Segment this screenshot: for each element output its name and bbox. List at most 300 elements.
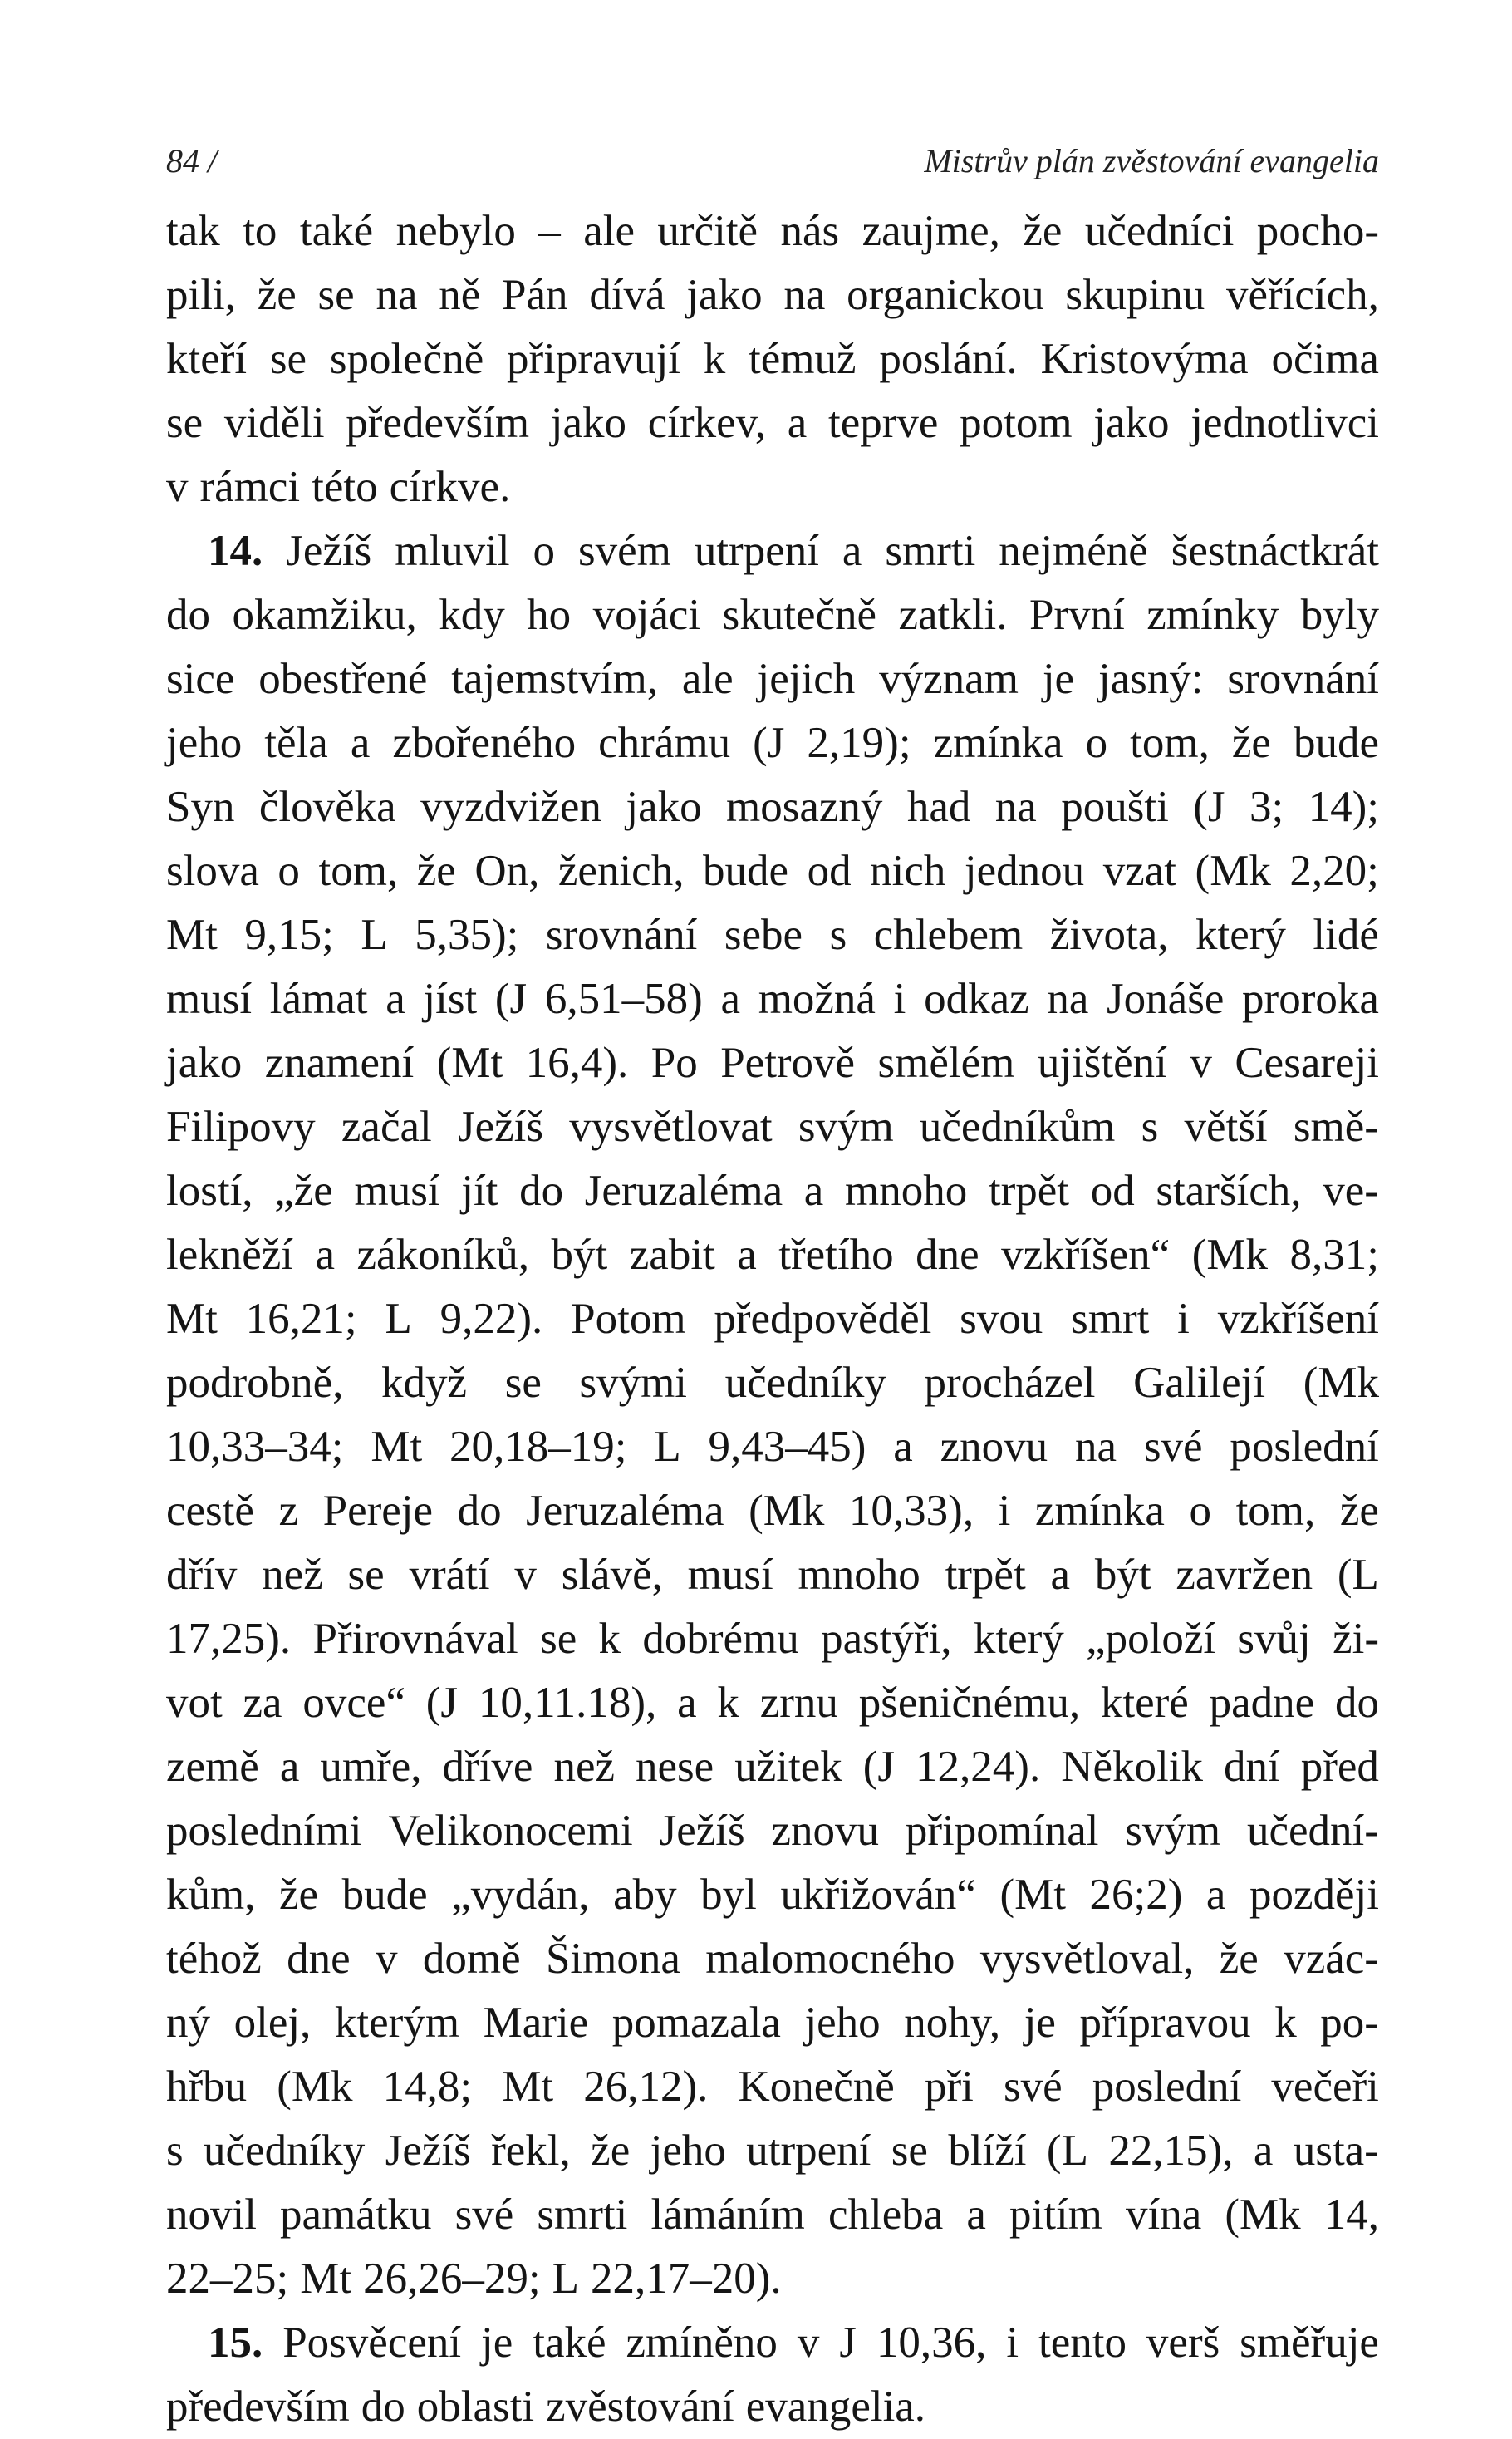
word: společně	[329, 335, 484, 383]
word: že	[1219, 1935, 1259, 1983]
word: ženich,	[557, 847, 685, 895]
word: olej,	[233, 1999, 312, 2047]
word: kterým	[334, 1999, 460, 2047]
word: Ježíš	[385, 2127, 471, 2175]
word: k	[703, 335, 726, 383]
text-line	[166, 1415, 1379, 1479]
word: Mt	[300, 2255, 352, 2303]
text-line	[166, 199, 1379, 263]
word: i	[893, 975, 906, 1023]
word: Ježíš	[659, 1807, 745, 1855]
word: novil	[166, 2191, 257, 2239]
word: Konečně	[738, 2063, 895, 2111]
word: také	[533, 2319, 606, 2367]
note-number: 15.	[208, 2319, 263, 2367]
text-line	[166, 2055, 1379, 2119]
word: na	[783, 271, 826, 319]
word: této	[312, 463, 378, 511]
word: aby	[613, 1871, 677, 1919]
word: na	[1074, 1423, 1117, 1471]
word: ži-	[1333, 1615, 1379, 1663]
word: 20,18–19;	[449, 1423, 627, 1471]
word: učedníky	[724, 1359, 886, 1407]
word: země	[166, 1743, 259, 1791]
word: had	[906, 783, 971, 831]
word: (Mk	[1303, 1359, 1379, 1407]
word: znovu	[940, 1423, 1048, 1471]
text-line	[166, 1671, 1379, 1735]
word: 10,33),	[848, 1487, 974, 1535]
word: když	[381, 1359, 468, 1407]
word: začal	[341, 1103, 432, 1151]
word: viděli	[223, 399, 325, 447]
word: 9,43–45)	[708, 1423, 866, 1471]
word: jako	[626, 783, 702, 831]
word: být	[551, 1231, 608, 1279]
word: 5,35);	[415, 911, 519, 959]
word: že	[1231, 719, 1271, 767]
word: byl	[700, 1871, 757, 1919]
word: že	[1023, 207, 1063, 255]
word: (J	[862, 1743, 896, 1791]
text-line	[166, 583, 1379, 647]
word: Mt	[371, 1423, 423, 1471]
word: jako	[166, 1039, 243, 1087]
word: očima	[1271, 335, 1379, 383]
word: že	[279, 1871, 319, 1919]
word: 22,17–20).	[590, 2255, 782, 2303]
word: domě	[422, 1935, 521, 1983]
word: než	[553, 1743, 616, 1791]
word: vína	[1126, 2191, 1202, 2239]
word: První	[1028, 591, 1125, 639]
word: ale	[583, 207, 635, 255]
word: 10,11.18),	[478, 1679, 657, 1727]
word: proroka	[1242, 975, 1379, 1023]
word: připomínal	[905, 1807, 1099, 1855]
word: pili,	[166, 271, 236, 319]
word: vzkříšení	[1217, 1295, 1379, 1343]
word: s	[1141, 1103, 1159, 1151]
word: znovu	[771, 1807, 880, 1855]
word: že	[591, 2127, 631, 2175]
word: (Mk	[1191, 1231, 1268, 1279]
text-line	[166, 2119, 1379, 2183]
word: smrt	[1071, 1295, 1150, 1343]
word: srovnání	[1227, 655, 1379, 703]
word: na	[1047, 975, 1089, 1023]
word: Syn	[166, 783, 235, 831]
word: lidé	[1313, 911, 1379, 959]
word: se	[504, 1359, 542, 1407]
word: do	[166, 591, 210, 639]
word: zmínka	[933, 719, 1063, 767]
text-line	[166, 263, 1379, 327]
word: rámci	[199, 463, 301, 511]
word: se	[891, 2127, 928, 2175]
word: byly	[1300, 591, 1379, 639]
word: dní	[1223, 1743, 1280, 1791]
word: nás	[780, 207, 840, 255]
word: poslední	[1230, 1423, 1379, 1471]
word: od	[807, 847, 852, 895]
word: Kristovýma	[1040, 335, 1249, 383]
word: tom,	[1130, 719, 1210, 767]
text-line	[166, 2247, 1379, 2311]
word: s	[829, 911, 847, 959]
word: J	[839, 2319, 857, 2367]
word: mnoho	[845, 1167, 968, 1215]
word: vzkříšen“	[1001, 1231, 1171, 1279]
word: L	[654, 1423, 681, 1471]
word: k	[1274, 1999, 1297, 2047]
text-line	[166, 1031, 1379, 1095]
word: z	[278, 1487, 299, 1535]
word: tak	[166, 207, 220, 255]
word: Po	[650, 1039, 698, 1087]
word: a	[1050, 1551, 1071, 1599]
word: později	[1249, 1871, 1379, 1919]
word: a	[350, 719, 371, 767]
word: Petrově	[720, 1039, 856, 1087]
word: zbořeného	[392, 719, 577, 767]
word: učedníkům	[919, 1103, 1116, 1151]
word: (J	[753, 719, 785, 767]
word: Šimona	[545, 1935, 680, 1983]
word: v	[376, 1935, 398, 1983]
word: v	[797, 2319, 820, 2367]
word: ale	[681, 655, 734, 703]
word: 3;	[1249, 783, 1284, 831]
word: „vydán,	[451, 1871, 590, 1919]
word: musí	[354, 1167, 440, 1215]
word: pitím	[1009, 2191, 1102, 2239]
word: dřív	[166, 1551, 238, 1599]
word: 8,31;	[1289, 1231, 1379, 1279]
word: tajemstvím,	[451, 655, 659, 703]
word: malomocného	[705, 1935, 955, 1983]
word: sebe	[724, 911, 803, 959]
word: šestnáctkrát	[1171, 527, 1379, 575]
text-line	[166, 1159, 1379, 1223]
word: 22–25;	[166, 2255, 289, 2303]
word: je	[1024, 1999, 1056, 2047]
word: podrobně,	[166, 1359, 344, 1407]
word: Filipovy	[166, 1103, 316, 1151]
word: 26,26–29;	[363, 2255, 541, 2303]
word: smě-	[1293, 1103, 1379, 1151]
word: znamení	[264, 1039, 415, 1087]
word: zmíněno	[626, 2319, 778, 2367]
word: zabit	[629, 1231, 715, 1279]
word: a	[893, 1423, 913, 1471]
text-line	[166, 839, 1379, 903]
word: (Mt	[999, 1871, 1066, 1919]
word: se	[347, 1551, 385, 1599]
word: je	[481, 2319, 513, 2367]
word: usta-	[1293, 2127, 1379, 2175]
text-line	[166, 327, 1379, 391]
word: přípravou	[1079, 1999, 1251, 2047]
word: lostí,	[166, 1167, 253, 1215]
word: (Mk	[277, 2063, 353, 2111]
word: zrnu	[759, 1679, 838, 1727]
word: těla	[264, 719, 328, 767]
word: On,	[474, 847, 540, 895]
word: nohy,	[904, 1999, 1001, 2047]
text-line	[166, 1799, 1379, 1863]
word: určitě	[657, 207, 758, 255]
word: ukřižován“	[780, 1871, 976, 1919]
word: 14,	[1323, 2191, 1379, 2239]
word: do	[457, 1487, 502, 1535]
word: života,	[1049, 911, 1169, 959]
word: tento	[1038, 2319, 1127, 2367]
word: (Mk	[1195, 847, 1271, 895]
text-line	[166, 711, 1379, 775]
word: „že	[274, 1167, 333, 1215]
page-number: 84 /	[166, 142, 218, 179]
word: jít	[461, 1167, 498, 1215]
text-line	[166, 1287, 1379, 1351]
word: L	[361, 911, 388, 959]
text-line	[166, 1991, 1379, 2055]
word: slávě,	[561, 1551, 663, 1599]
word: mluvil	[395, 527, 510, 575]
word: starších,	[1156, 1167, 1302, 1215]
word: 26,12).	[583, 2063, 709, 2111]
word: poslání.	[879, 335, 1018, 383]
word: slova	[166, 847, 259, 895]
word: dobrému	[642, 1615, 799, 1663]
text-line	[166, 1351, 1379, 1415]
word: a	[842, 527, 862, 575]
word: Mt	[166, 1295, 218, 1343]
word: ho	[527, 591, 572, 639]
word: řekl,	[491, 2127, 571, 2175]
word: směřuje	[1240, 2319, 1379, 2367]
word: nejméně	[999, 527, 1148, 575]
word: 10,36,	[876, 2319, 987, 2367]
word: vrátí	[409, 1551, 490, 1599]
word: 26;2)	[1089, 1871, 1183, 1919]
word: a	[677, 1679, 697, 1727]
word: ujištění	[1037, 1039, 1167, 1087]
word: než	[262, 1551, 323, 1599]
text-line	[166, 519, 1379, 583]
word: oblasti	[416, 2382, 535, 2431]
word: jeho	[650, 2127, 726, 2175]
word: a	[720, 975, 740, 1023]
word: chrámu	[598, 719, 731, 767]
word: předpověděl	[714, 1295, 932, 1343]
text-line	[166, 1223, 1379, 1287]
word: a	[1205, 1871, 1226, 1919]
word: o	[1189, 1487, 1211, 1535]
word: bude	[703, 847, 789, 895]
word: Galilejí	[1133, 1359, 1266, 1407]
word: (L	[1046, 2127, 1088, 2175]
word: 12,24).	[916, 1743, 1041, 1791]
word: do	[361, 2382, 405, 2431]
word: nebylo	[395, 207, 516, 255]
word: svou	[960, 1295, 1043, 1343]
word: Mt	[502, 2063, 554, 2111]
word: blíží	[948, 2127, 1027, 2175]
word: připravují	[507, 335, 681, 383]
text-line	[166, 391, 1379, 455]
word: smrti	[537, 2191, 628, 2239]
word: užitek	[734, 1743, 842, 1791]
word: památku	[280, 2191, 432, 2239]
text-line	[166, 1543, 1379, 1607]
word: jeho	[804, 1999, 881, 2047]
word: 22,15),	[1108, 2127, 1234, 2175]
word: musí	[166, 975, 253, 1023]
text-line	[166, 1607, 1379, 1671]
word: Pán	[502, 271, 568, 319]
word: (J	[1193, 783, 1225, 831]
word: Jeruzaléma	[526, 1487, 724, 1535]
word: pocho-	[1256, 207, 1379, 255]
word: jasný:	[1097, 655, 1204, 703]
word: cestě	[166, 1487, 254, 1535]
word: musí	[687, 1551, 773, 1599]
word: význam	[879, 655, 1019, 703]
running-head	[166, 141, 1379, 191]
word: dne	[287, 1935, 351, 1983]
word: skutečně	[722, 591, 877, 639]
word: svým	[1125, 1807, 1221, 1855]
word: skupinu	[1065, 271, 1205, 319]
word: Cesareji	[1235, 1039, 1379, 1087]
text-line	[166, 903, 1379, 967]
word: Ježíš	[457, 1103, 543, 1151]
word: vyzdvižen	[420, 783, 601, 831]
word: své	[454, 2191, 514, 2239]
word: učední-	[1247, 1807, 1379, 1855]
word: tom,	[318, 847, 399, 895]
text-line	[166, 647, 1379, 711]
word: trpět	[945, 1551, 1026, 1599]
word: –	[538, 207, 561, 255]
word: to	[243, 207, 277, 255]
word: chlebem	[873, 911, 1024, 959]
word: především	[166, 2382, 350, 2431]
word: své	[1143, 1423, 1203, 1471]
word: zatkli.	[898, 591, 1008, 639]
word: zákoníků,	[356, 1231, 530, 1279]
text-line	[166, 2183, 1379, 2247]
word: 14);	[1308, 783, 1379, 831]
word: v	[1190, 1039, 1212, 1087]
word: že	[416, 847, 456, 895]
word: 16,21;	[245, 1295, 357, 1343]
word: pšeničnému,	[858, 1679, 1081, 1727]
word: i	[1006, 2319, 1019, 2367]
word: po-	[1320, 1999, 1379, 2047]
word: obestřené	[258, 655, 428, 703]
word: 2,20;	[1289, 847, 1379, 895]
word: 6,51–58)	[544, 975, 703, 1023]
word: a	[787, 399, 808, 447]
word: a	[737, 1231, 757, 1279]
word: poslední	[1092, 2063, 1242, 2111]
word: umře,	[320, 1743, 422, 1791]
word: procházel	[924, 1359, 1096, 1407]
word: organickou	[847, 271, 1044, 319]
word: při	[924, 2063, 974, 2111]
word: večeři	[1271, 2063, 1379, 2111]
word: vzác-	[1284, 1935, 1379, 1983]
word: posledními	[166, 1807, 362, 1855]
word: věřících,	[1226, 271, 1379, 319]
word: nese	[636, 1743, 714, 1791]
word: hřbu	[166, 2063, 248, 2111]
word: jako	[686, 271, 763, 319]
word: Jonáše	[1107, 975, 1225, 1023]
word: a	[315, 1231, 336, 1279]
word: svým	[798, 1103, 894, 1151]
word: odkaz	[924, 975, 1029, 1023]
word: i	[1177, 1295, 1190, 1343]
body-text	[166, 199, 1379, 2439]
word: že	[1339, 1487, 1379, 1535]
word: do	[1334, 1679, 1379, 1727]
word: ně	[439, 271, 481, 319]
book-page	[166, 141, 1379, 2439]
word: do	[519, 1167, 564, 1215]
word: člověka	[258, 783, 396, 831]
word: mnoho	[798, 1551, 920, 1599]
word: také	[299, 207, 374, 255]
word: dívá	[589, 271, 665, 319]
word: v	[514, 1551, 537, 1599]
text-line	[166, 1927, 1379, 1991]
word: „položí	[1086, 1615, 1216, 1663]
word: jejich	[757, 655, 856, 703]
word: a	[1253, 2127, 1274, 2175]
word: před	[1300, 1743, 1379, 1791]
word: jeho	[166, 719, 243, 767]
word: za	[243, 1679, 282, 1727]
word: svými	[579, 1359, 688, 1407]
word: Jeruzaléma	[584, 1167, 783, 1215]
word: jako	[1093, 399, 1170, 447]
word: (L	[1337, 1551, 1379, 1599]
word: (J	[425, 1679, 459, 1727]
word: svém	[578, 527, 671, 575]
word: především	[346, 399, 530, 447]
word: okamžiku,	[232, 591, 417, 639]
word: vojáci	[592, 591, 701, 639]
word: padne	[1209, 1679, 1315, 1727]
word: na	[376, 271, 418, 319]
word: ný	[166, 1999, 210, 2047]
word: bude	[1293, 719, 1379, 767]
word: 9,15;	[244, 911, 334, 959]
word: teprve	[827, 399, 939, 447]
word: zvěstování	[546, 2382, 734, 2431]
word: utrpení	[694, 527, 819, 575]
word: potom	[960, 399, 1073, 447]
word: bude	[341, 1871, 428, 1919]
word: který	[1195, 911, 1286, 959]
text-line	[166, 1479, 1379, 1543]
word: lámáním	[650, 2191, 805, 2239]
word: o	[277, 847, 300, 895]
word: Velikonocemi	[388, 1807, 633, 1855]
